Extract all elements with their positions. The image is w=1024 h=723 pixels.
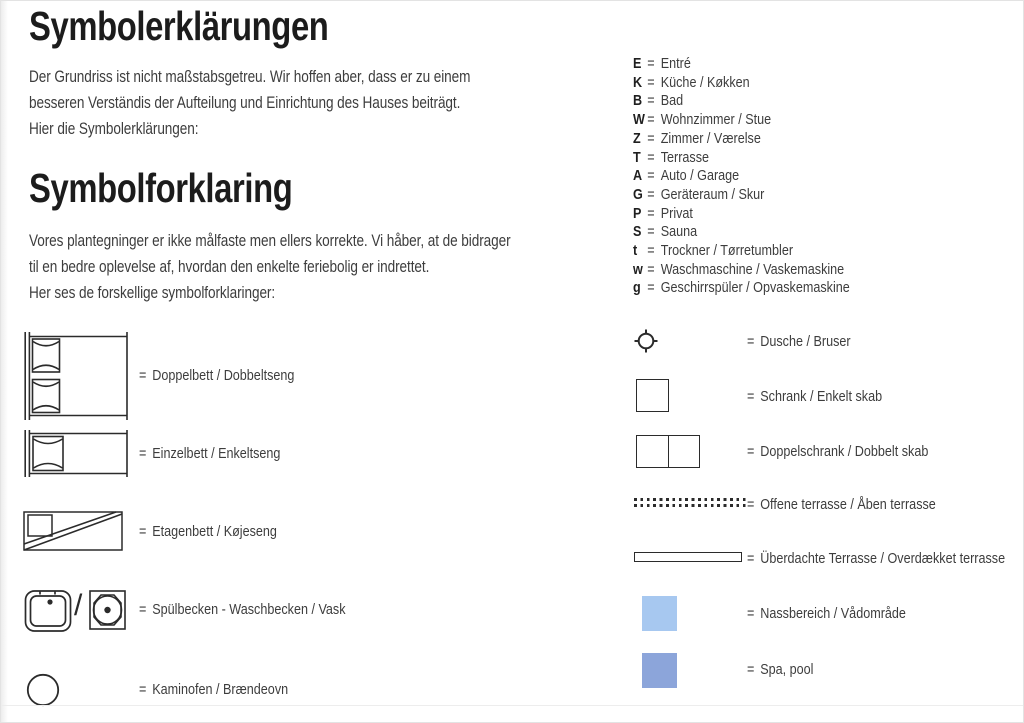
abbrev-letter: T: [633, 148, 641, 166]
shower-drain-icon: [633, 328, 659, 354]
equals-sign: =: [747, 443, 755, 460]
equals-sign: =: [747, 605, 755, 622]
abbrev-letter: t: [633, 242, 638, 260]
abbrev-label: Wohnzimmer / Stue: [660, 111, 772, 129]
abbrev-label: Zimmer / Værelse: [660, 129, 761, 147]
equals-sign: =: [647, 148, 655, 166]
equals-sign: =: [747, 496, 755, 513]
equals-sign: =: [139, 681, 147, 698]
equals-sign: =: [747, 550, 755, 567]
wood-stove-label: = Kaminofen / Brændeovn: [139, 681, 289, 698]
kitchen-sink-icon: [24, 588, 72, 634]
bunk-bed-label: = Etagenbett / Køjeseng: [139, 523, 277, 540]
intro-da-line2: til en bedre oplevelse af, hvordan den enkelte feriebolig er indrettet.: [29, 257, 430, 276]
double-cabinet-label: = Doppelschrank / Dobbelt skab: [747, 443, 929, 460]
equals-sign: =: [139, 445, 147, 462]
abbrev-row-sauna: [633, 223, 850, 242]
sink-label: = Spülbecken - Waschbecken / Vask: [139, 601, 346, 618]
equals-sign: =: [747, 661, 755, 678]
abbreviation-list: [633, 55, 850, 298]
equals-sign: =: [139, 367, 147, 384]
equals-sign: =: [647, 55, 655, 72]
intro-de-line2: besseren Verständis der Aufteilung und Einrichtung des Hauses beiträgt.: [29, 93, 461, 112]
equals-sign: =: [647, 111, 655, 129]
intro-paragraph-danish: [29, 228, 511, 306]
intro-paragraph-german: [29, 64, 470, 142]
intro-da-line1: Vores plantegninger er ikke målfaste men ellers korrekte. Vi håber, at de bidrager: [29, 231, 511, 250]
abbrev-row-waschmaschine: [633, 261, 850, 280]
dotted-line: [634, 498, 746, 501]
abbrev-label: Auto / Garage: [660, 167, 740, 185]
equals-sign: =: [647, 167, 655, 185]
equals-sign: =: [647, 73, 655, 91]
open-terrace-label: = Offene terrasse / Åben terrasse: [747, 496, 936, 513]
abbrev-label: Sauna: [660, 223, 698, 241]
equals-sign: =: [139, 601, 147, 618]
abbrev-label: Privat: [660, 204, 693, 222]
abbrev-label: Entré: [660, 55, 691, 72]
abbrev-label: Trockner / Tørretumbler: [660, 242, 794, 260]
washbasin-icon: [89, 590, 126, 630]
intro-de-line3: Hier die Symbolerklärungen:: [29, 119, 199, 138]
abbrev-label: Geräteraum / Skur: [660, 185, 765, 203]
equals-sign: =: [647, 129, 655, 147]
abbrev-label: Geschirrspüler / Opvaskemaskine: [660, 279, 850, 297]
abbrev-letter: A: [633, 167, 643, 185]
bunk-bed-icon: [23, 511, 123, 551]
abbrev-row-trockner: [633, 242, 850, 261]
wet-area-label: = Nassbereich / Vådområde: [747, 605, 906, 622]
abbrev-letter: E: [633, 55, 642, 72]
abbrev-row-geschirrspueler: [633, 279, 850, 298]
abbrev-row-auto: [633, 167, 850, 186]
equals-sign: =: [647, 279, 655, 297]
abbrev-letter: w: [633, 260, 643, 278]
equals-sign: =: [647, 92, 655, 110]
dotted-line: [634, 504, 746, 507]
single-cabinet-icon: [636, 379, 669, 412]
abbrev-letter: K: [633, 73, 643, 91]
equals-sign: =: [647, 223, 655, 241]
single-bed-label: = Einzelbett / Enkeltseng: [139, 445, 281, 462]
single-cabinet-label: = Schrank / Enkelt skab: [747, 388, 883, 405]
equals-sign: =: [139, 523, 147, 540]
abbrev-row-bad: [633, 92, 850, 111]
page-title-danish: Symbolforklaring: [29, 165, 293, 211]
equals-sign: =: [647, 242, 655, 260]
abbrev-row-zimmer: [633, 130, 850, 149]
double-bed-label: = Doppelbett / Dobbeltseng: [139, 367, 295, 384]
abbrev-label: Küche / Køkken: [660, 73, 750, 91]
abbrev-row-kueche: [633, 74, 850, 93]
page-title-german: Symbolerklärungen: [29, 3, 329, 49]
covered-terrace-icon: [634, 552, 742, 562]
abbrev-row-wohnzimmer: [633, 111, 850, 130]
shower-label: = Dusche / Bruser: [747, 333, 851, 350]
abbrev-letter: G: [633, 185, 643, 203]
abbrev-letter: S: [633, 223, 642, 241]
abbrev-letter: g: [633, 279, 641, 297]
equals-sign: =: [647, 185, 655, 203]
cabinet-left-half: [637, 436, 669, 467]
equals-sign: =: [647, 260, 655, 278]
abbrev-label: Terrasse: [660, 148, 710, 166]
spa-pool-swatch: [642, 653, 677, 688]
wood-stove-icon: [26, 673, 60, 707]
slash-separator: /: [74, 589, 83, 622]
abbrev-row-geraeteraum: [633, 186, 850, 205]
single-bed-icon: [23, 430, 131, 477]
abbrev-label: Waschmaschine / Vaskemaskine: [660, 260, 845, 278]
double-bed-icon: [23, 332, 131, 420]
equals-sign: =: [647, 204, 655, 222]
abbrev-row-entre: [633, 55, 850, 74]
wet-area-swatch: [642, 596, 677, 631]
abbrev-row-privat: [633, 205, 850, 224]
spa-pool-label: = Spa, pool: [747, 661, 814, 678]
open-terrace-icon: [634, 498, 746, 510]
equals-sign: =: [747, 388, 755, 405]
abbrev-letter: W: [633, 111, 645, 129]
abbrev-letter: B: [633, 92, 643, 110]
covered-terrace-label: = Überdachte Terrasse / Overdækket terrasse: [747, 550, 1006, 567]
intro-da-line3: Her ses de forskellige symbolforklaringer:: [29, 283, 276, 302]
cabinet-right-half: [669, 436, 700, 467]
abbrev-label: Bad: [660, 92, 684, 110]
equals-sign: =: [747, 333, 755, 350]
abbrev-row-terrasse: [633, 149, 850, 168]
abbrev-letter: P: [633, 204, 642, 222]
abbrev-letter: Z: [633, 129, 641, 147]
intro-de-line1: Der Grundriss ist nicht maßstabsgetreu. Wir hoffen aber, dass er zu einem: [29, 67, 471, 86]
double-cabinet-icon: [636, 435, 700, 468]
